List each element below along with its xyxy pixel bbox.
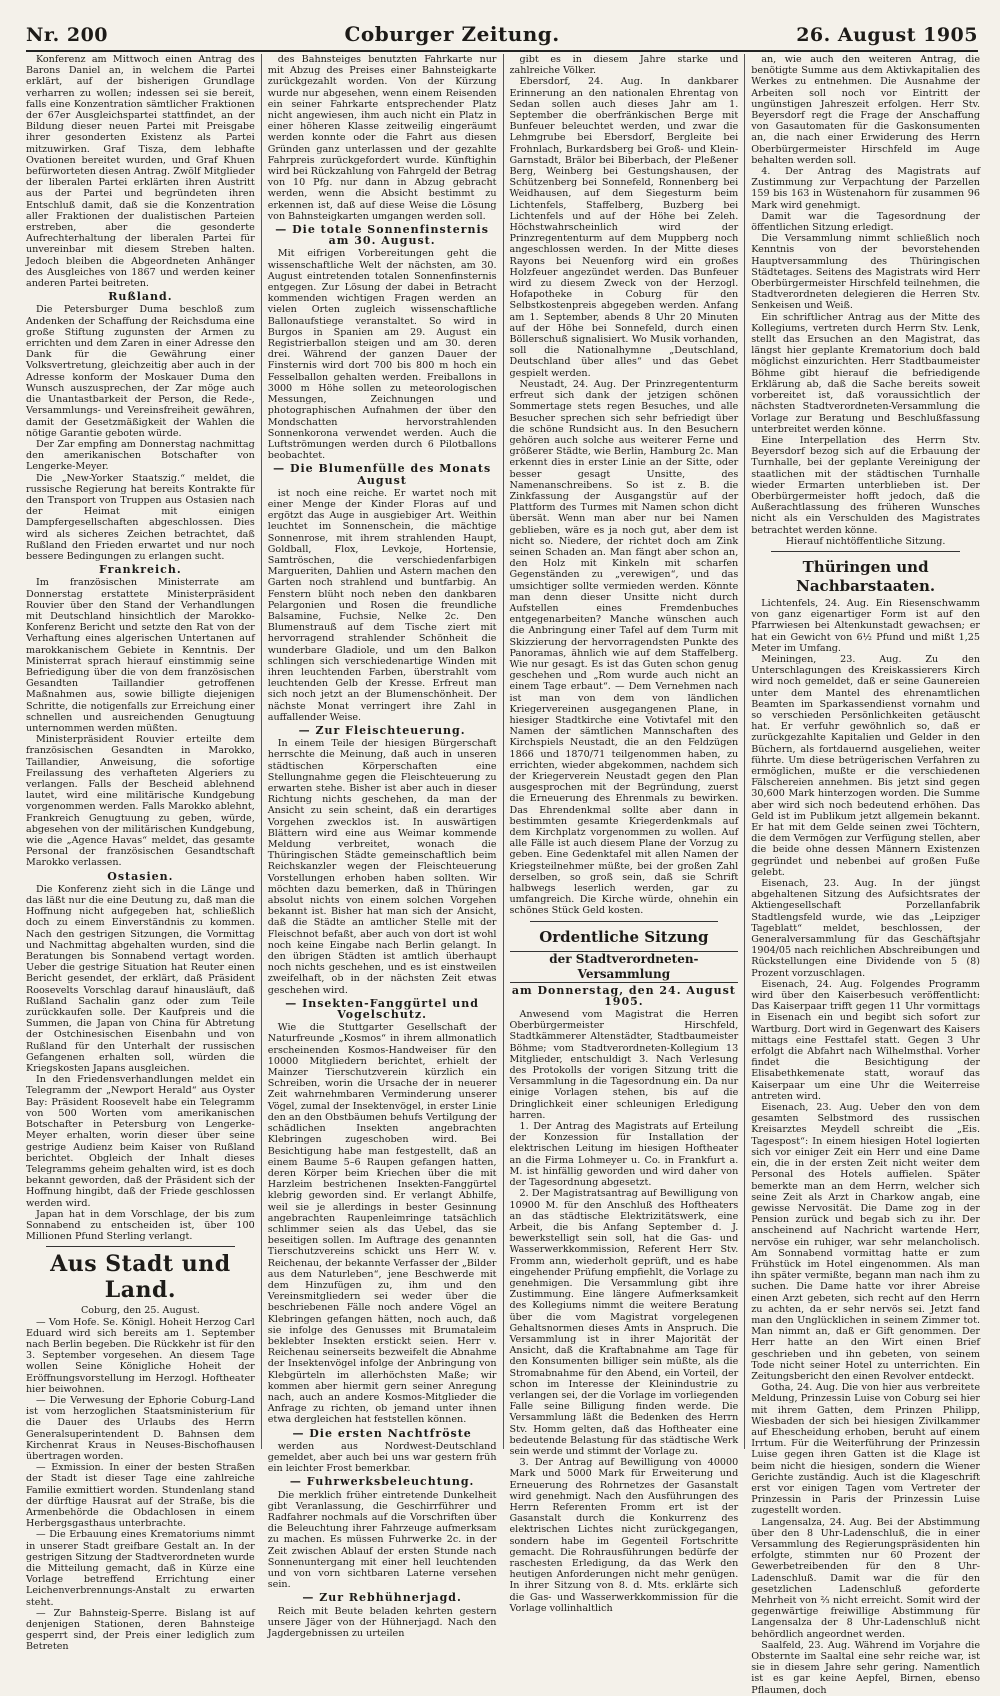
article-text: — Die Verwesung der Ephorie Coburg-Land ist vom herzoglichen Staatsministerium für die Dauer des Urlaubs des Herrn Generalsuperintendent D. Bahnsen dem Kirchenrat Kraus in Neuses-Bischofhausen übertragen worden. (26, 1394, 255, 1462)
masthead (26, 22, 978, 52)
article-heading-fleischteuerung: — Zur Fleischteuerung. (298, 723, 466, 737)
column-4 (744, 54, 986, 1696)
article-text: Meiningen, 23. Aug. Zu den Unterschlagungen des Kreiskassierers Kirch wird noch gemeldet, daß er seine Gaunereien unter dem Mantel des ehrenamtlichen Beamten im Sparkassendienst vornahm und so verschieden Persönlichkeiten getäuscht hat. Er verfuhr gewöhnlich so, daß er zurückgezahlte Kapitalien und Gelder in den Büchern, als fortdauernd ausgeliehen, weiter führte. Um diese betrügerischen Verfahren zu ermöglichen, mußte er die verschiedenen Fälschereien annehmen. Bis jetzt sind gegen 30,600 Mark hinterzogen worden. Die Summe aber wird sich noch bedeutend erhöhen. Das Geld ist im Publikum jetzt allgemein bekannt. Er hat mit dem Gelde seinen zwei Töchtern, die dem Vermögen zur Verfügung stellen, aber die beide ohne dessen Männern Existenzen gegründet und nebenbei auf großen Fuße gelebt. (751, 653, 980, 878)
issue-number: Nr. 200 (26, 24, 109, 46)
article-text: Damit war die Tagesordnung der öffentlichen Sitzung erledigt. (751, 210, 980, 234)
columns (26, 54, 986, 1696)
section-subheading-date: am Donnerstag, den 24. August 1905. (511, 983, 736, 1008)
article-text: Japan hat in dem Vorschlage, der bis zum Sonnabend zu entscheiden ist, über 100 Millionen Pfund Sterling verlangt. (26, 1208, 255, 1243)
article-text: — Zur Bahnsteig-Sperre. Bislang ist auf denjenigen Stationen, deren Bahnsteige gesperrt sind, der Preis einer lediglich zum Betreten (26, 1607, 255, 1653)
article-text: Die Petersburger Duma beschloß zum Andenken der Schaffung der Reichsduma eine große Stiftung zugunsten der Armen zu errichten und dem Zaren in einer Adresse den Dank für die Gewährung einer Volksvertretung, gleichzeitig aber auch in der Adresse konform der Moskauer Duma den Wunsch auszusprechen, der Zar möge auch die Unantastbarkeit der Person, die Rede-, Versammlungs- und Vereinsfreiheit gewähren, damit der Gesetzmäßigkeit der Wahlen die nötige Garantie geboten würde. (26, 304, 255, 439)
article-text: Die Konferenz zieht sich in die Länge und das läßt nur die eine Deutung zu, daß man die Hoffnung nicht aufgegeben hat, schließlich doch zu einem Einverständnis zu kommen. Nach den gestrigen Sitzungen, die Vormittag und Nachmittag abgehalten wurden, sind die Beratungen bis Sonnabend vertagt worden. Ueber die gestrige Situation hat Reuter einen Bericht gesendet, der erklärt, daß Präsident Roosevelts Vorschlag darauf hinausläuft, daß Rußland Sachalin ganz oder zum Teile zurückkaufen solle. Der Kaufpreis und die Summen, die Japan von China für Abtretung der Ostchinesischen Eisenbahn und von Rußland für den Unterhalt der russischen Gefangenen erhalten soll, würden die Kriegskosten Japans ausgleichen. (26, 883, 255, 1075)
article-heading-sonnenfinsternis: — Die totale Sonnenfinsternis am 30. August. (275, 223, 489, 248)
article-text: Reich mit Beute beladen kehrten gestern unsere Jäger von der Hühnerjagd. Nach den Jagdergebnissen zu urteilen (267, 1605, 497, 1640)
article-text: Ein schriftlicher Antrag aus der Mitte des Kollegiums, vertreten durch Herrn Stv. Lenk, stellt das Ersuchen an den Magistrat, das längst hier geplante Krematorium doch bald möglichst einzurichten. Herr Stadtbaumeister Böhme gibt hierauf die befriedigende Erklärung ab, daß die Sache bereits soweit vorbereitet ist, daß voraussichtlich der nächsten Stadtverordneten-Versammlung die Vorlage zur Beratung und Beschlußfassung unterbreitet werden könne. (751, 311, 980, 435)
article-text: Die „New-Yorker Staatszig.“ meldet, die russische Regierung hat bereits Kontrakte für den Transport von Truppen aus Ostasien nach der Heimat mit einigen Dampfergesellschaften abgeschlossen. Dies wird als sicheres Zeichen betrachtet, daß Rußland den Frieden erwartet und nur noch bessere Bedingungen zu erlangen sucht. (26, 472, 255, 562)
article-text: Eisenach, 24. Aug. Folgendes Programm wird über den Kaiserbesuch veröffentlicht: Das Kaiserpaar trifft gegen 11 Uhr vormittags in Eisenach ein und begibt sich sofort zur Wartburg. Dort wird in Gegenwart des Kaisers mittags eine Festtafel statt. Gegen 3 Uhr erfolgt die Abfahrt nach Wilhelmsthal. Vorher findet die Besichtigung der Elisabethkemenate statt, worauf das Kaiserpaar um eine Uhr die Weiterreise antreten wird. (751, 978, 980, 1102)
article-text: Konferenz am Mittwoch einen Antrag des Barons Daniel an, in welchem die Partei erklärt, auf der bisherigen Grundlage verharren zu wollen; indessen sei sie bereit, falls eine Konzentration sämtlicher Fraktionen der 67er Ausgleichspartei stattfindet, an der Bildung dieser neuen Partei mit Preisgabe ihrer gesonderten Existenz als Partei mitzuwirken. Graf Tisza, dem lebhafte Ovationen bereitet wurden, und Graf Khuen befürworteten diesen Antrag. Zwölf Mitglieder der liberalen Partei erklärten ihren Austritt aus der Partei und begründeten ihren Entschluß damit, daß sie die Konzentration aller Fraktionen der dualistischen Parteien erstreben, aber die gesonderte Aufrechterhaltung der liberalen Partei für unvereinbar mit diesem Streben halten. Jedoch bleiben die Abgeordneten Anhänger des Ausgleiches von 1867 und werden keiner anderen Partei beitreten. (26, 54, 255, 290)
article-text: Anwesend vom Magistrat die Herren Oberbürgermeister Hirschfeld, Stadtkämmerer Altenstädter, Stadtbaumeister Böhme; vom Stadtverordneten-Kollegium 13 Mitglieder, entschuldigt 3. Nach Verlesung des Protokolls der vorigen Sitzung tritt die Versammlung in die Tagesordnung ein. Da nur einige Vorlagen stehen, bis auf die Dringlichkeit einer schleunigen Erledigung harren. (509, 1009, 739, 1121)
newspaper-title: Coburger Zeitung. (344, 22, 560, 46)
article-text: In den Friedensverhandlungen meldet ein Telegramm der „Newport Herald“ aus Oyster Bay: Präsident Roosevelt habe ein Telegramm von 500 Worten vom amerikanischen Botschafter in Petersburg von Lengerke-Meyer erhalten, worin dieser über seine gestrige Audienz beim Kaiser von Rußland berichtet. Obgleich der Inhalt dieses Telegramms geheim gehalten wird, ist es doch bekannt geworden, daß der Präsident sich der Hoffnung hingibt, daß der Friede geschlossen werden wird. (26, 1074, 255, 1209)
article-heading-blumenfuelle: — Die Blumenfülle des Monats August (273, 462, 492, 487)
article-text: — Die Erbauung eines Krematoriums nimmt in unserer Stadt greifbare Gestalt an. In der gestrigen Sitzung der Stadtverordneten wurde die Mitteilung gemacht, daß in Kürze eine Vorlage betreffend Errichtung einer Leichenverbrennungs-Anstalt zu erwarten steht. (26, 1529, 255, 1608)
article-text: des Bahnsteiges benutzten Fahrkarte nur mit Abzug des Preises einer Bahnsteigkarte zurückgezahlt worden. Von der Kürzung wurde nur abgesehen, wenn einem Reisenden ein seiner Fahrkarte entsprechender Platz nicht angewiesen, ihm auch nicht ein Platz in einer höheren Klasse zeitweilig eingeräumt werden konnte oder die Fahrt aus diesen Gründen ganz unterlassen und der gezahlte Fahrpreis zurückgefordert wurde. Künftighin wird bei Rückzahlung von Fahrgeld der Betrag von 10 Pfg. nur dann in Abzug gebracht werden, wenn die Absicht bestimmt zu erkennen ist, daß auf diese Weise die Lösung von Bahnsteigkarten umgangen werden soll. (267, 54, 497, 222)
article-text: 1. Der Antrag des Magistrats auf Erteilung der Konzession für Installation der elektrischen Leitung im hiesigen Hoftheater an die Firma Lohmeyer u. Co. in Frankfurt a. M. ist hinfällig geworden und wird daher von der Tagesordnung abgesetzt. (509, 1121, 739, 1189)
article-heading-rebhuehner: — Zur Rebhühnerjagd. (302, 1591, 462, 1605)
article-text: 3. Der Antrag auf Bewilligung von 40000 Mark und 5000 Mark für Erweiterung und Erneuerung des Rohrnetzes der Gasanstalt wird genehmigt. Nach den Ausführungen des Herrn Referenten Fromm ert ist der Gasanstalt durch die Konkurrenz des elektrischen Lichtes nicht zurückgegangen, sondern habe im Gegenteil Fortschritte gemacht. Die Rohrausführungen bedürfe der raschesten Erledigung, da das Werk den heutigen Anforderungen nicht mehr genügen. In ihrer Sitzung von 8. d. Mts. erklärte sich die Gas- und Wasserwerkkommission für die Vorlage vollinhaltlich (509, 1457, 739, 1614)
column-3 (503, 54, 745, 1614)
article-heading-fuhrwerk: — Fuhrwerksbeleuchtung. (289, 1475, 475, 1489)
article-text: Langensalza, 24. Aug. Bei der Abstimmung über den 8 Uhr-Ladenschluß, die in einer Versammlung des Regierungspräsidenten hin erfolgte, stimmten nur 60 Prozent der Gewerbetreibenden für den 8 Uhr-Ladenschluß. Damit war die für den gesetzlichen Ladenschluß geforderte Mehrheit von ⅔ nicht erreicht. Somit wird der gegenwärtige freiwillige Abstimmung für Langensalza der 8 Uhr-Ladenschluß nicht behördlich angeordnet werden. (751, 1516, 980, 1640)
article-text: — Exmission. In einer der besten Straßen der Stadt ist dieser Tage eine zahlreiche Familie exmittiert worden. Stundenlang stand der dürftige Hausrat auf der Straße, bis die Armenbehörde die Obdachlosen in einem Herbergsgasthaus unterbrachte. (26, 1462, 255, 1530)
article-text: Gotha, 24. Aug. Die von hier aus verbreitete Meldung, Prinzessin Luise von Coburg sei hier mit ihrem Gatten, dem Prinzen Philipp, Wiesbaden der sich bei hiesigen Zivilkammer auf Ehescheidung erhoben, beruht auf einem Irrtum. Für die Weiterführung der Prinzessin Luise gegen ihren Gatten ist die Klage ist beim nicht die hiesigen, sondern die Wiener Gerichte zuständig. Auch ist die Klageschrift erst vor einigen Tagen vom Vertreter der Prinzessin in Paris der Prinzessin Luise zugestellt worden. (751, 1382, 980, 1517)
section-heading-sitzung: Ordentliche Sitzung (539, 927, 709, 946)
article-text: In einem Teile der hiesigen Bürgerschaft herrschte die Meinung, daß auch in unseren städtischen Körperschaften eine Stellungnahme gegen die Fleischteuerung zu erwarten stehe. Bisher ist aber auch in dieser Richtung nichts geschehen, da man der Ansicht zu sein scheint, daß ein derartiges Vorgehen zwecklos ist. In auswärtigen Blättern wird eine aus Weimar kommende Meldung verbreitet, wonach die Thüringischen Städte gemeinschaftlich beim Reichskanzler wegen der Fleischteuerung Vorstellungen erhoben haben sollten. Wir möchten dazu bemerken, daß in Thüringen absolut nichts von einem solchen Vorgehen bekannt ist. Bisher hat man sich der Ansicht, daß die Städte an amtlicher Stelle mit der Fleischnot befaßt, aber auch von dort ist wohl noch keine Eingabe nach Berlin gelangt. In den übrigen Städten ist amtlich überhaupt noch nichts geschehen, und es ist einstweilen zweifelhaft, ob in der nächsten Zeit etwas geschehen wird. (267, 738, 497, 996)
article-text: Saalfeld, 23. Aug. Während im Vorjahre die Obsternte im Saaltal eine sehr reiche war, ist sie in diesem Jahre sehr gering. Namentlich ist es gar keine Aepfel, Birnen, ebenso Pflaumen, doch (751, 1639, 980, 1696)
article-text: Neustadt, 24. Aug. Der Prinzregententurm erfreut sich dank der jetzigen schönen Sommertage stets regen Besuches, und alle Besucher sprechen sich sehr befriedigt über die schöne Rundsicht aus. In den Besuchern gehören auch solche aus weiterer Ferne und größerer Städte, wie Berlin, Hamburg 2c. Man erkennt dies in erster Linie an der Sitte, oder besser gesagt Unsitte, des Namenanschreibens. So ist z. B. die Zinkfassung der Ausgangstür auf der Plattform des Turmes mit Namen schon dicht übersät. Wenn man aber nur bei Namen geblieben, wäre es ja noch gut, aber dem ist nicht so. Niedere, der richtet doch am Zink seinen Schaden an. Man fängt aber schon an, den Holz mit Kinkeln mit scharfen Gegenständen zu „verewigen“, und das umsichtiger sollte vermieden werden. Könnte man denn dieser Unsitte nicht durch Aufstellen eines Fremdenbuches entgegenarbeiten? Manche wünschen auch die Anbringung einer Tafel auf dem Turm mit Skizzierung der hervorragendsten Punkte des Panoramas, ähnlich wie auf dem Staffelberg. Wie nur gesagt. Es ist das Guten schon genug geschehen und „Rom wurde auch nicht an einem Tage erbaut“. — Dem Vernehmen nach ist man von dem von ländlichen Kriegervereinen ausgegangenen Plane, in hiesiger Stadtkirche eine Votivtafel mit den Namen der sämtlichen Mannschaften des Kirchspiels Neustadt, die an den Feldzügen 1866 und 1870/71 teilgenommen haben, zu errichten, wieder abgekommen, nachdem sich der Kriegerverein Neustadt gegen den Plan ausgesprochen mit der Begründung, zuerst die Erneuerung des Ehrenmals zu bewirken. Das Ehrendenkmal sollte aber dann in bestimmten gesamte Kriegerdenkmals auf dem Kirchplatz vorgenommen zu wollen. Auf alle Fälle ist auch diesem Plane der Vorzug zu geben. Eine Gedenktafel mit allen Namen der Kriegsteilnehmer müßte, bei der großen Zahl derselben, so groß sein, daß sie Schrift halbwegs leserlich werden, gar zu umfangreich. Die Kirche würde, ohnehin ein schönes Stück Geld kosten. (509, 378, 739, 917)
article-text: Im französischen Ministerrate am Donnerstag erstattete Ministerpräsident Rouvier über den Stand der Verhandlungen mit Deutschland hinsichtlich der Marokko-Konferenz Bericht und setzte den Rat von der Verhaftung eines algerischen Untertanen auf marokkanischem Gebiete in Kenntnis. Der Ministerrat sprach hierauf einstimmig seine Befriedigung über die von dem französischen Gesandten Taillandier getroffenen Maßnahmen aus, sowie billigte diejenigen Schritte, die notigenfalls zur Erreichung einer schnellen und ausreichenden Genugtuung unternommen werden müßten. (26, 577, 255, 734)
dateline: Coburg, den 25. August. (80, 1305, 200, 1317)
article-text: werden aus Nordwest-Deutschland gemeldet, aber auch bei uns war gestern früh ein leichter Frost bemerkbar. (267, 1440, 497, 1475)
article-text: gibt es in diesem Jahre starke und zahlreiche Völker. (509, 54, 739, 77)
issue-date: 26. August 1905 (796, 24, 978, 46)
article-text: Eisenach, 23. Aug. In der jüngst abgehaltenen Sitzung des Aufsichtsrates der Aktiengesellschaft Porzellanfabrik Stadtlengsfeld wurde, wie das „Leipziger Tageblatt“ meldet, beschlossen, der Generalversammlung für das Geschäftsjahr 1904/05 nach reichlichen Abschreibungen und Rückstellungen eine Dividende von 5 (8) Prozent vorzuschlagen. (751, 878, 980, 979)
article-text: — Vom Hofe. Se. Königl. Hoheit Herzog Carl Eduard wird sich bereits am 1. September nach Berlin begeben. Die Rückkehr ist für den 3. September vorgesehen. An diesem Tage wollen Seine Königliche Hoheit der Eröffnungsvorstellung im Herzogl. Hoftheater hier beiwohnen. (26, 1316, 255, 1395)
article-text: Die merklich früher eintretende Dunkelheit gibt Veranlassung, die Geschirrführer und Radfahrer nochmals auf die Vorschriften über die Beleuchtung ihrer Fahrzeuge aufmerksam zu machen. Es müssen Fuhrwerke 2c. in der Zeit zwischen Ablauf der ersten Stunde nach Sonnenuntergang mit einer hell leuchtenden und von vorn sichtbaren Laterne versehen sein. (267, 1489, 497, 1591)
article-text: Ministerpräsident Rouvier erteilte dem französischen Gesandten in Marokko, Taillandier, Anweisung, die sofortige Freilassung des verhafteten Algeriers zu verlangen. Falls der Bescheid ablehnend lautet, wird eine militärische Kundgebung vorgenommen werden. Falls Marokko ablehnt, Frankreich Genugtuung zu geben, würde, abgesehen von der militärischen Kundgebung, wie die „Agence Havas“ meldet, das gesamte Personal der französischen Gesandtschaft Marokko verlassen. (26, 734, 255, 869)
article-text: Lichtenfels, 24. Aug. Ein Riesenschwamm von ganz eigenartiger Form ist auf den Pfarrwiesen bei Altenkunstadt gewachsen; er hat ein Gewicht von 6½ Pfund und mißt 1,25 Meter im Umfang. (751, 597, 980, 654)
article-text: ist noch eine reiche. Er wartet noch mit einer Menge der Kinder Floras auf und ergötzt das Auge in ausgiebiger Art. Weithin leuchtet im Sonnenschein, die mächtige Sonnenrose, mit ihrem strahlenden Haupt, Goldball, Flox, Levkoje, Hortensie, Samtröschen, die verschiedenfarbigen Margueriten, Dahlien und Astern machen den Garten noch strahlend und buntfarbig. An Fenstern blüht noch neben den dankbaren Pelargonien und Rosen die freundliche Balsamine, Fuchsie, Nelke 2c. Den Blumenstrauß auf dem Tische ziert mit hervorragend strahlender Schönheit die wunderbare Gladiole, und um den Balkon schlingen sich verschiedenartige Winden mit ihren leuchtenden Farben, überstrahlt vom leuchtenden Gelb der Kresse. Erfreut man sich noch jetzt an der Blumenschönheit. Der nächste Monat verringert ihre Zahl in auffallender Weise. (267, 487, 497, 723)
article-heading-nachtfroeste: — Die ersten Nachtfröste (292, 1426, 472, 1440)
article-text: Wie die Stuttgarter Gesellschaft der Naturfreunde „Kosmos“ in ihrem allmonatlich erscheinenden Kosmos-Handweiser für den 10000 Mitgliedern berichtet, erhielt der Mainzer Tierschutzverein kürzlich ein Schreiben, worin die Ursache der in neuerer Zeit wahrnehmbaren Verminderung unserer Vögel, zumal der Insektenvögel, in erster Linie den an den Obstbäumen behufs Vertilgung der schädlichen Insekten angebrachten Klebringen zugeschoben wird. Bei Besichtigung habe man festgestellt, daß an einem Baume 5–6 Raupen gefangen hatten, deren Körper beim Kriechen über die mit Harzleim bestrichenen Insekten-Fanggürtel klebrig geworden sind. Er verlangt Abhilfe, weil sie je allerdings in bester Gesinnung angebrachten Raupenleimringe tatsächlich schlimmer seien als das Uebel, das sie beseitigen sollen. Im Auftrage des genannten Tierschutzvereins schickt uns Herr W. v. Reichenau, der bekannte Verfasser der „Bilder aus dem Naturleben“, jene Beschwerde mit dem Hinzufügen zu, ihm und den Vereinsmitgliedern sei weder über die beschriebenen Fälle noch andere Vögel an Klebringen gefangen hätten, noch auch, daß sie infolge des Genusses mit Brumataleim beklebter Insekten erstickt seien. Herr v. Reichenau seinerseits bezweifelt die Abnahme der Insektenvögel infolge der Anbringung von Klebgürteln im allerhöchsten Maße; wir kommen aber hiermit gern seiner Anregung nach, auch an andere Kosmos-Mitglieder die Anfrage zu richten, ob jemand unter ihnen etwa dergleichen hat feststellen können. (267, 1022, 497, 1426)
article-heading-insekten: — Insekten-Fanggürtel und Vogelschutz. (285, 996, 479, 1022)
article-text: 2. Der Magistratsantrag auf Bewilligung von 10900 M. für den Anschluß des Hoftheaters an das städtische Elektrizitätswerk, eine Arbeit, die bis Anfang September d. J. bewerkstelligt sein soll, hat die Gas- und Wasserwerkkommission, Referent Herr Stv. Fromm ann, wiederholt geprüft, und es habe eingehender Prüfung empfiehlt, die Vorlage zu genehmigen. Die Versammlung gibt ihre Zustimmung. Eine längere Aufmerksamkeit des Kollegiums nimmt die weitere Beratung über die vom Magistrat vorgelegenen Gehaltsnormen dieses Amts in Anspruch. Die Versammlung ist in ihrer Majorität der Ansicht, daß die Kraftabnahme am Tage für den Konsumenten billiger sein müßte, als die Stromabnahme für den Abend, ein Vorteil, der schon im Interesse der Kleinindustrie zu verlangen sei, der die Vorlage im vorliegenden Falle seine Billigung finden werde. Die Versammlung läßt die Bedenken des Herrn Stv. Homm gelten, daß das Hoftheater eine bedeutende Belastung für das städtische Werk sein werde und stimmt der Vorlage zu. (509, 1188, 739, 1457)
divider (771, 551, 960, 552)
section-subheading-stadtverordneten: der Stadtverordneten-Versammlung (510, 951, 739, 983)
divider (530, 921, 719, 922)
article-text: Der Zar empfing am Donnerstag nachmittag den amerikanischen Botschafter von Lengerke-Meyer. (26, 438, 255, 473)
section-heading-stadt-und-land: Aus Stadt und Land. (50, 1251, 231, 1304)
article-text: Ebersdorf, 24. Aug. In dankbarer Erinnerung an den nationalen Ehrentag von Sedan sollen auch dieses Jahr am 1. September die oberfränkischen Berge mit Bunfeuer beleuchtet werden, und zwar die Lehmgrube bei Ebersdorf, Bergleite bei Frohnlach, Burkardsberg bei Groß- und Klein-Garnstadt, Brälor bei Biberbach, der Pleßener Berg, Weinberg bei Gestungshausen, der Schützenberg bei Sonnefeld, Ronnenberg bei Weidhausen, auf dem Siegesturm beim Lichtenfels, Staffelberg, Buzberg bei Lichtenfels und auf der Höhe bei Zeleh. Höchstwahrscheinlich wird der Prinzregententurm auf dem Muppberg noch angeschlossen werden. In der Mitte dieses Rayons bei Neuenforg wird ein großes Holzfeuer angezündet werden. Das Bunfeuer wird zu diesem Zweck von der Herzogl. Hofapotheke in Coburg für den Selbstkostenpreis abgegeben werden. Anfang am 1. September, abends 8 Uhr 20 Minuten auf der Höhe bei Sonnefeld, durch einen Böllerschuß signalisiert. Wo Musik vorhanden, soll die Nationalhymne „Deutschland, Deutschland über alles“ und das Gebet gespielt werden. (509, 76, 739, 379)
article-text: an, wie auch den weiteren Antrag, die benötigte Summe aus dem Aktivkapitalien des Werkes zu entnehmen. Die Ausnahme der Arbeiten soll noch vor Eintritt der ungünstigen Jahreszeit erfolgen. Herr Stv. Beyersdorf regt die Frage der Anschaffung von Gasautomaten für die Gaskonsumenten an, die nach einer Erwiderung des Herrn Oberbürgermeister Hirschfeld im Auge behalten werden soll. (751, 54, 980, 166)
section-heading-russland: Rußland. (108, 290, 173, 304)
article-text: Eine Interpellation des Herrn Stv. Beyersdorf bezog sich auf die Erbauung der Turnhalle, bei der geplante Vereinigung der staatlichen mit der städtischen Turnhalle wieder Ermarten unterblieben ist. Der Oberbürgermeister hofft jedoch, daß die Außerachtlassung des früheren Wunsches nicht als ein Verschulden des Magistrates betrachtet werden könne. (751, 434, 980, 536)
column-1 (26, 54, 261, 1653)
article-text: 4. Der Antrag des Magistrats auf Zustimmung zur Verpachtung der Parzellen 159 bis 163 in Wüstenahorn für zusammen 96 Mark wird genehmigt. (751, 166, 980, 211)
article-text: Hierauf nichtöffentliche Sitzung. (785, 535, 946, 547)
article-text: Mit eifrigen Vorbereitungen geht die wissenschaftliche Welt der nächsten, am 30. August eintretenden totalen Sonnenfinsternis entgegen. Zur Lösung der dabei in Betracht kommenden wichtigen Fragen werden an vielen Orten zugleich wissenschaftliche Ballonaufstiege veranstaltet. So wird in Burgos in Spanien am 29. August ein Registrierballon steigen und am 30. deren drei. Während der ganzen Dauer der Finsternis wird dort 700 bis 800 m hoch ein Fesselballon gehalten werden. Freiballons in 3000 m Höhe sollen zu meteorologischen Messungen, Zeichnungen und photographischen Aufnahmen der über den Mondschatten hervorstrahlenden Sonnenkorona verwendet werden. Auch die Luftströmungen werden durch 6 Pilotballons beobachtet. (267, 248, 497, 462)
section-heading-ostasien: Ostasien. (107, 869, 174, 883)
article-text: Eisenach, 23. Aug. Ueber den von dem gesamten Selbstmord des russischen Kreisarztes Meydell schreibt die „Eis. Tagespost“: In einem hiesigen Hotel logierten sich vor einiger Zeit ein Herr und eine Dame ein, die in der ersten Zeit nicht weiter dem Personal des Hotels auffielen. Später bemerkte man an dem Herrn, welcher sich seine Zeit als Arzt in Charkow angab, eine gewisse Nervosität. Die Dame zog in der Pension zurück und begab sich zu ihr. Der anscheinend auf Nachricht wartende Herr, nervöse ein ruhiger, war sehr melancholisch. Am Sonnabend vormittag hatte er zum Frühstück im Hotel eingenommen. Als man ihn später vermißte, begann man nach ihm zu suchen. Die Dame hatte vor ihrer Abreise einen Arzt gebeten, sich recht auf den Herrn zu achten, da er sehr nervös sei. Jetzt fand man den Unglücklichen in seinem Zimmer tot. Man nimmt an, daß er Gift genommen. Der Herr hatte an den Wirt einen Brief geschrieben und ihn gebeten, von seinem Tode nicht seiner Hotel zu unterrichten. Ein Zeitungsbericht den einen Revolver entdeckt. (751, 1102, 980, 1382)
column-2 (261, 54, 503, 1640)
divider (46, 1246, 235, 1247)
section-heading-frankreich: Frankreich. (99, 563, 182, 577)
article-text: Die Versammlung nimmt schließlich noch Kenntnis von der bevorstehenden Hauptversammlung des Thüringischen Städtetages. Seitens des Magistrats wird Herr Oberbürgermeister Hirschfeld teilnehmen, die Stadtverordneten delegieren die Herren Stv. Senkeisen und Weiß. (751, 233, 980, 312)
section-heading-thueringen: Thüringen und Nachbarstaaten. (796, 557, 936, 595)
